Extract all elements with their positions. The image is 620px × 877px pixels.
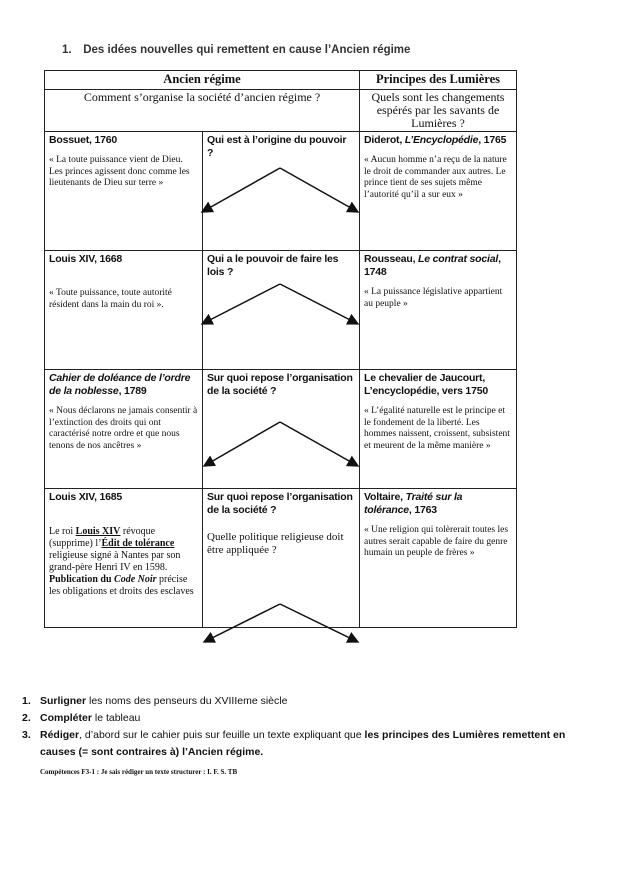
row2-right	[360, 251, 517, 370]
row4-right	[360, 489, 517, 628]
instruction-item: 2. Compléter le tableau	[22, 712, 141, 724]
row3-right-title: Le chevalier de Jaucourt, L’encyclopédie, vers 1750	[364, 372, 488, 397]
row4-right-title: Voltaire, Traité sur la tolérance, 1763	[364, 491, 463, 516]
row4-question-extra: Quelle politique religieuse doit être appliquée ?	[207, 531, 344, 556]
row1-left	[45, 132, 203, 251]
row1-left-quote: « La toute puissance vient de Dieu. Les princes agissent donc comme les lieutenants de Dieu sur terre »	[49, 155, 190, 188]
row3-question: Sur quoi repose l’organisation de la société ?	[207, 372, 353, 397]
row3-left-title: Cahier de doléance de l’ordre de la noblesse, 1789	[49, 372, 191, 397]
header-ancien-regime: Ancien régime	[45, 71, 360, 90]
row3-right	[360, 370, 517, 489]
row4-left-title: Louis XIV, 1685	[49, 491, 123, 503]
question-lumieres: Quels sont les changements espérés par les savants de Lumières ?	[360, 90, 517, 132]
row4-question: Sur quoi repose l’organisation de la société ?	[207, 491, 353, 516]
row1-right	[360, 132, 517, 251]
row3-left	[45, 370, 203, 489]
row2-right-quote: « La puissance législative appartient au peuple »	[364, 287, 503, 309]
heading-text: Des idées nouvelles qui remettent en cause l’Ancien régime	[83, 44, 411, 56]
row4-middle	[203, 489, 360, 628]
instruction-item: 3. Rédiger, d’abord sur le cahier puis sur feuille un texte expliquant que les principes des Lumières remettent en causes (= sont contraires à) l’Ancien régime.	[22, 729, 566, 758]
row3-left-quote: « Nous déclarons ne jamais consentir à l’extinction des droits qui ont caractérisé notre ordre et que nous tenons de nos ancêtres »	[49, 406, 198, 451]
row1-left-title: Bossuet, 1760	[49, 134, 118, 146]
question-ancien-regime: Comment s’organise la société d’ancien régime ?	[45, 90, 360, 132]
row2-question: Qui a le pouvoir de faire les lois ?	[207, 253, 339, 278]
comparison-table	[44, 70, 517, 628]
section-heading	[62, 44, 410, 56]
row1-right-quote: « Aucun homme n’a reçu de la nature le droit de commander aux autres. Le prince tient de ses sujets même l’autorité qu’il a sur eux »	[364, 155, 507, 200]
heading-number: 1.	[62, 44, 72, 56]
row3-right-quote: « L’égalité naturelle est le principe et le fondement de la liberté. Les hommes naissent, croissent, subsistent et meurent de la même manière »	[364, 406, 510, 451]
row1-right-title: Diderot, L’Encyclopédie, 1765	[364, 134, 507, 146]
instruction-list	[22, 693, 582, 761]
row2-left	[45, 251, 203, 370]
row4-right-quote: « Une religion qui tolèrerait toutes les autres serait capable de faire du genre humain un peuple de frères »	[364, 525, 509, 558]
row4-left	[45, 489, 203, 628]
row1-middle	[203, 132, 360, 251]
row1-question: Qui est à l’origine du pouvoir ?	[207, 134, 347, 159]
row3-middle	[203, 370, 360, 489]
row2-right-title: Rousseau, Le contrat social, 1748	[364, 253, 501, 278]
row2-left-quote: « Toute puissance, toute autorité résident dans la main du roi ».	[49, 288, 172, 310]
row4-left-quote: Le roi Louis XIV révoque (supprime) l’Édit de tolérance religieuse signé à Nantes par son grand-père Henri IV en 1598. Publication du Code Noir précise les obligations et droits des esclaves	[49, 526, 194, 597]
competences-note: Compétences F3-1 : Je sais rédiger un texte structurer : I. F. S. TB	[40, 768, 238, 776]
row2-middle	[203, 251, 360, 370]
header-lumieres: Principes des Lumières	[360, 71, 517, 90]
instruction-item: 1. Surligner les noms des penseurs du XVIIIeme siècle	[22, 695, 288, 707]
row2-left-title: Louis XIV, 1668	[49, 253, 123, 265]
